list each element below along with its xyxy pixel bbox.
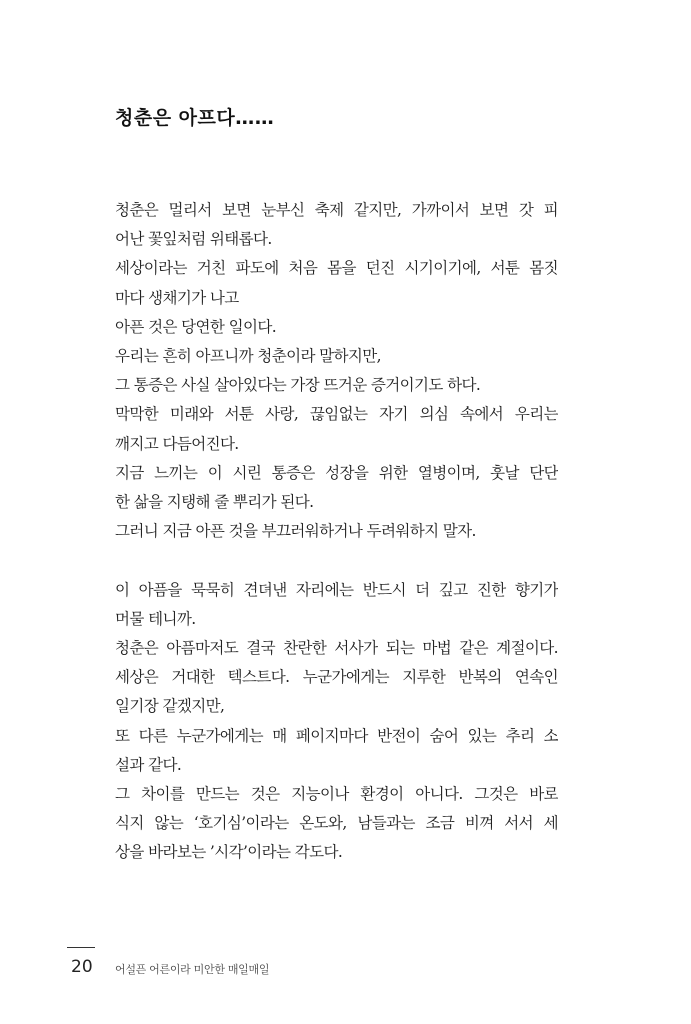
- text-line: 그 차이를 만드는 것은 지능이나 환경이 아니다. 그것은 바로: [115, 785, 558, 804]
- text-line: 이 아픔을 묵묵히 견뎌낸 자리에는 반드시 더 깊고 진한 향기가: [115, 580, 558, 599]
- chapter-title: 청춘은 아프다……: [115, 107, 275, 129]
- text-line: 깨지고 다듬어진다.: [115, 434, 239, 453]
- text-line: 식지 않는 ‘호기심’이라는 온도와, 남들과는 조금 비껴 서서 세: [115, 814, 558, 833]
- paragraph-gap: [115, 546, 558, 575]
- text-line: 마다 생채기가 나고: [115, 288, 239, 307]
- text-line: 머물 테니까.: [115, 609, 196, 628]
- text-line: 청춘은 멀리서 보면 눈부신 축제 같지만, 가까이서 보면 갓 피: [115, 201, 558, 219]
- text-line: 지금 느끼는 이 시린 통증은 성장을 위한 열병이며, 훗날 단단: [115, 463, 558, 482]
- text-line: 세상은 거대한 텍스트다. 누군가에게는 지루한 반복의 연속인: [115, 668, 558, 687]
- body-text: [115, 196, 558, 868]
- text-line: 설과 같다.: [115, 755, 182, 774]
- text-line: 아픈 것은 당연한 일이다.: [115, 317, 277, 336]
- text-line: 그 통증은 사실 살아있다는 가장 뜨거운 증거이기도 하다.: [115, 376, 481, 395]
- text-line: 일기장 같겠지만,: [115, 697, 225, 716]
- paragraph-2: [115, 576, 558, 868]
- page-number: 20: [71, 957, 93, 977]
- text-line: 청춘은 아픔마저도 결국 찬란한 서사가 되는 마법 같은 계절이다.: [115, 639, 558, 658]
- text-line: 그러니 지금 아픈 것을 부끄러워하거나 두려워하지 말자.: [115, 522, 476, 541]
- running-title: 어설픈 어른이라 미안한 매일매일: [115, 963, 270, 976]
- text-line: 우리는 흔히 아프니까 청춘이라 말하지만,: [115, 347, 381, 366]
- text-line: 어난 꽃잎처럼 위태롭다.: [115, 230, 272, 249]
- paragraph-1: [115, 196, 558, 546]
- text-line: 세상이라는 거친 파도에 처음 몸을 던진 시기이기에, 서툰 몸짓: [115, 259, 558, 278]
- text-line: 한 삶을 지탱해 줄 뿌리가 된다.: [115, 493, 314, 512]
- text-line: 막막한 미래와 서툰 사랑, 끊임없는 자기 의심 속에서 우리는: [115, 405, 558, 424]
- footer-divider: [67, 947, 95, 948]
- text-line: 상을 바라보는 ’시각’이라는 각도다.: [115, 843, 343, 862]
- text-line: 또 다른 누군가에게는 매 페이지마다 반전이 숨어 있는 추리 소: [115, 726, 558, 745]
